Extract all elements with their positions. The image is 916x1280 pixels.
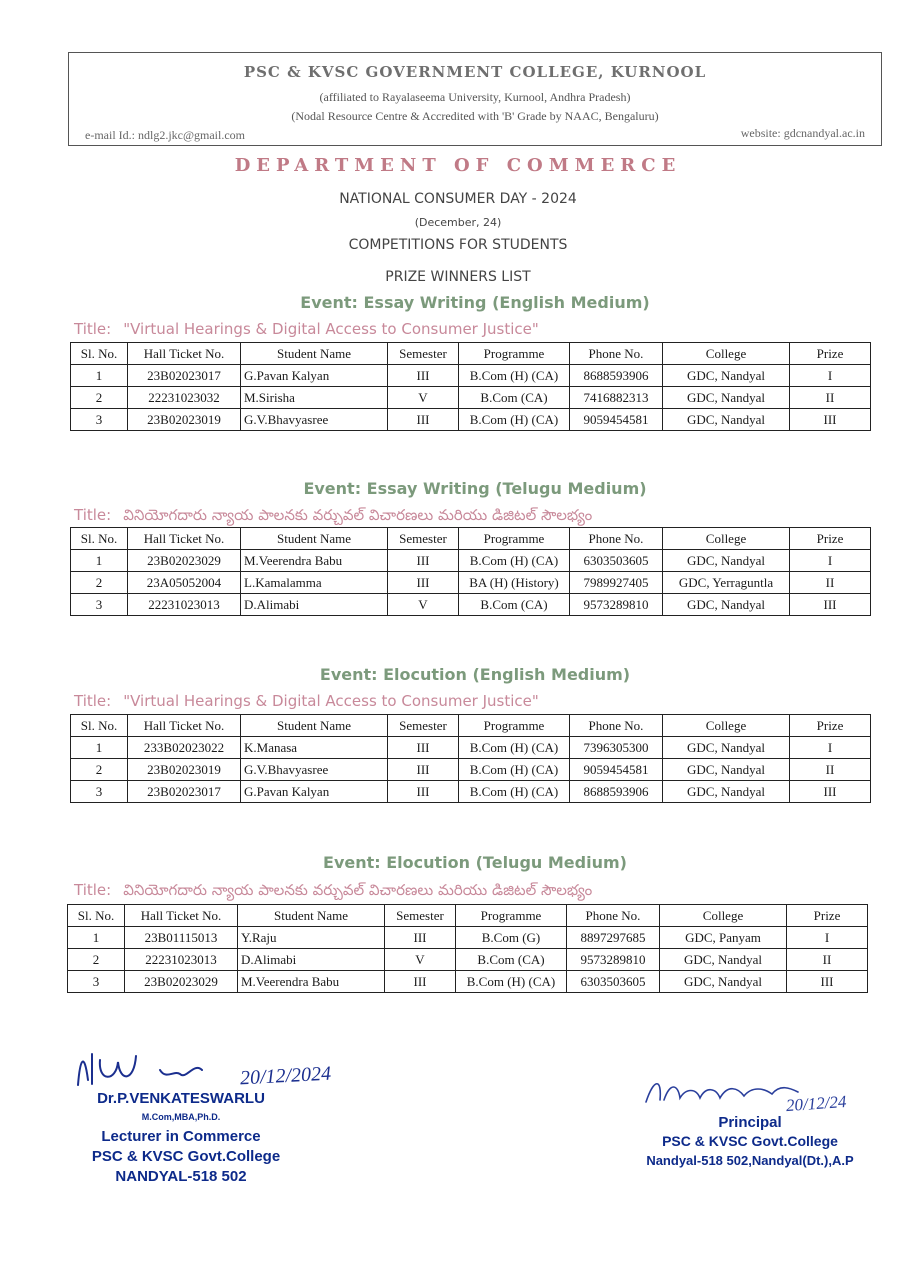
programme: B.Com (CA) xyxy=(459,594,570,616)
hall-ticket: 233B02023022 xyxy=(128,737,241,759)
column-header: Programme xyxy=(459,343,570,365)
sl-no: 3 xyxy=(71,594,128,616)
table-header-row xyxy=(71,715,871,737)
phone: 7396305300 xyxy=(570,737,663,759)
semester: III xyxy=(388,737,459,759)
prize: I xyxy=(787,927,868,949)
section-4-title xyxy=(74,881,592,903)
phone: 9059454581 xyxy=(570,759,663,781)
sl-no: 1 xyxy=(71,550,128,572)
college: GDC, Nandyal xyxy=(663,550,790,572)
phone: 9573289810 xyxy=(567,949,660,971)
column-header: Student Name xyxy=(241,715,388,737)
column-header: Student Name xyxy=(238,905,385,927)
section-4-table xyxy=(67,904,868,993)
prize: III xyxy=(790,781,871,803)
column-header: Phone No. xyxy=(570,343,663,365)
title-label: Title: xyxy=(74,506,112,524)
phone: 8897297685 xyxy=(567,927,660,949)
column-header: Phone No. xyxy=(567,905,660,927)
phone: 6303503605 xyxy=(570,550,663,572)
student-name: G.Pavan Kalyan xyxy=(241,781,388,803)
table-row xyxy=(71,594,871,616)
college-name: PSC & KVSC GOVERNMENT COLLEGE, KURNOOL xyxy=(243,63,707,81)
hall-ticket: 23B02023017 xyxy=(128,781,241,803)
column-header: Prize xyxy=(790,528,871,550)
section-2-event: Event: Essay Writing (Telugu Medium) xyxy=(303,479,647,498)
table-row xyxy=(71,572,871,594)
table-row xyxy=(71,387,871,409)
table-row xyxy=(71,781,871,803)
column-header: Programme xyxy=(459,528,570,550)
programme: B.Com (H) (CA) xyxy=(456,971,567,993)
column-header: Phone No. xyxy=(570,528,663,550)
semester: III xyxy=(388,759,459,781)
student-name: D.Alimabi xyxy=(241,594,388,616)
semester: III xyxy=(385,971,456,993)
column-header: College xyxy=(660,905,787,927)
programme: B.Com (H) (CA) xyxy=(459,550,570,572)
sl-no: 2 xyxy=(71,387,128,409)
affiliation: (affiliated to Rayalaseema University, Kurnool, Andhra Pradesh) xyxy=(319,90,631,104)
programme: B.Com (CA) xyxy=(456,949,567,971)
programme: B.Com (H) (CA) xyxy=(459,737,570,759)
college: GDC, Nandyal xyxy=(663,781,790,803)
table-row xyxy=(71,737,871,759)
student-name: G.V.Bhavyasree xyxy=(241,409,388,431)
sl-no: 2 xyxy=(71,572,128,594)
hall-ticket: 22231023013 xyxy=(128,594,241,616)
column-header: Hall Ticket No. xyxy=(128,715,241,737)
column-header: Phone No. xyxy=(570,715,663,737)
section-3-title-text: "Virtual Hearings & Digital Access to Consumer Justice" xyxy=(123,692,539,710)
student-name: D.Alimabi xyxy=(238,949,385,971)
phone: 7989927405 xyxy=(570,572,663,594)
college: GDC, Nandyal xyxy=(663,737,790,759)
column-header: College xyxy=(663,715,790,737)
table-row xyxy=(71,550,871,572)
hall-ticket: 23B01115013 xyxy=(125,927,238,949)
signature-date-right: 20/12/24 xyxy=(785,1091,848,1116)
signature-date-left: 20/12/2024 xyxy=(239,1062,332,1090)
column-header: Hall Ticket No. xyxy=(128,343,241,365)
prize: II xyxy=(790,759,871,781)
semester: III xyxy=(388,572,459,594)
semester: III xyxy=(385,927,456,949)
section-2-title-text: వినియోగదారు న్యాయ పాలనకు వర్చువల్ విచారణలు మరియు డిజిటల్ సౌలభ్యం xyxy=(123,506,593,524)
prize: II xyxy=(787,949,868,971)
table-row xyxy=(71,365,871,387)
sl-no: 1 xyxy=(71,365,128,387)
phone: 9573289810 xyxy=(570,594,663,616)
principal-college: PSC & KVSC Govt.College xyxy=(662,1133,838,1149)
sl-no: 3 xyxy=(71,781,128,803)
signatory-designation: Lecturer in Commerce xyxy=(101,1128,261,1145)
semester: III xyxy=(388,781,459,803)
column-header: Semester xyxy=(388,528,459,550)
column-header: Prize xyxy=(790,343,871,365)
table-row xyxy=(71,409,871,431)
section-1-title-text: "Virtual Hearings & Digital Access to Consumer Justice" xyxy=(123,320,539,338)
column-header: Programme xyxy=(456,905,567,927)
event-title: NATIONAL CONSUMER DAY - 2024 xyxy=(339,191,577,207)
college: GDC, Nandyal xyxy=(663,594,790,616)
event-date: (December, 24) xyxy=(414,216,502,229)
column-header: Hall Ticket No. xyxy=(128,528,241,550)
college: GDC, Nandyal xyxy=(660,949,787,971)
section-1-event: Event: Essay Writing (English Medium) xyxy=(300,293,650,312)
sl-no: 1 xyxy=(71,737,128,759)
prize: I xyxy=(790,737,871,759)
college: GDC, Yerraguntla xyxy=(663,572,790,594)
section-3-table xyxy=(70,714,871,803)
column-header: Student Name xyxy=(241,343,388,365)
student-name: M.Sirisha xyxy=(241,387,388,409)
programme: B.Com (H) (CA) xyxy=(459,409,570,431)
prize: III xyxy=(790,409,871,431)
college: GDC, Nandyal xyxy=(660,971,787,993)
student-name: L.Kamalamma xyxy=(241,572,388,594)
hall-ticket: 23A05052004 xyxy=(128,572,241,594)
column-header: Programme xyxy=(459,715,570,737)
programme: B.Com (H) (CA) xyxy=(459,759,570,781)
column-header: Prize xyxy=(787,905,868,927)
hall-ticket: 23B02023029 xyxy=(125,971,238,993)
semester: III xyxy=(388,550,459,572)
college: GDC, Nandyal xyxy=(663,365,790,387)
table-row xyxy=(71,759,871,781)
programme: B.Com (CA) xyxy=(459,387,570,409)
title-label: Title: xyxy=(74,881,112,899)
college: GDC, Panyam xyxy=(660,927,787,949)
column-header: College xyxy=(663,343,790,365)
semester: V xyxy=(388,594,459,616)
hall-ticket: 22231023032 xyxy=(128,387,241,409)
section-4-title-text: వినియోగదారు న్యాయ పాలనకు వర్చువల్ విచారణలు మరియు డిజిటల్ సౌలభ్యం xyxy=(123,881,593,899)
column-header: Hall Ticket No. xyxy=(125,905,238,927)
section-3-title xyxy=(74,692,539,710)
hall-ticket: 23B02023019 xyxy=(128,409,241,431)
sl-no: 2 xyxy=(68,949,125,971)
semester: III xyxy=(388,365,459,387)
sl-no: 3 xyxy=(68,971,125,993)
column-header: Semester xyxy=(385,905,456,927)
signatory-name: Dr.P.VENKATESWARLU xyxy=(97,1090,265,1107)
signatory-college: PSC & KVSC Govt.College xyxy=(91,1148,281,1165)
programme: B.Com (H) (CA) xyxy=(459,365,570,387)
department-heading: DEPARTMENT OF COMMERCE xyxy=(234,155,682,176)
programme: B.Com (H) (CA) xyxy=(459,781,570,803)
column-header: Semester xyxy=(388,343,459,365)
section-2-table xyxy=(70,527,871,616)
principal-designation: Principal xyxy=(718,1114,782,1131)
hall-ticket: 22231023013 xyxy=(125,949,238,971)
table-row xyxy=(68,927,868,949)
prize: I xyxy=(790,550,871,572)
sl-no: 1 xyxy=(68,927,125,949)
column-header: College xyxy=(663,528,790,550)
section-2-title xyxy=(74,506,592,528)
table-header-row xyxy=(71,343,871,365)
college: GDC, Nandyal xyxy=(663,387,790,409)
prize: I xyxy=(790,365,871,387)
table-row xyxy=(68,971,868,993)
section-4-event: Event: Elocution (Telugu Medium) xyxy=(323,853,627,872)
section-1-title xyxy=(74,320,539,338)
table-row xyxy=(68,949,868,971)
student-name: K.Manasa xyxy=(241,737,388,759)
hall-ticket: 23B02023017 xyxy=(128,365,241,387)
college: GDC, Nandyal xyxy=(663,409,790,431)
principal-place: Nandyal-518 502,Nandyal(Dt.),A.P xyxy=(646,1153,854,1168)
prize: III xyxy=(787,971,868,993)
section-1-table xyxy=(70,342,871,431)
accreditation: (Nodal Resource Centre & Accredited with 'B' Grade by NAAC, Bengaluru) xyxy=(291,109,659,123)
phone: 8688593906 xyxy=(570,365,663,387)
student-name: Y.Raju xyxy=(238,927,385,949)
title-label: Title: xyxy=(74,692,112,710)
column-header: Sl. No. xyxy=(71,528,128,550)
student-name: M.Veerendra Babu xyxy=(238,971,385,993)
college: GDC, Nandyal xyxy=(663,759,790,781)
prize: III xyxy=(790,594,871,616)
student-name: G.V.Bhavyasree xyxy=(241,759,388,781)
signature-left-icon xyxy=(70,1040,250,1095)
column-header: Sl. No. xyxy=(71,343,128,365)
phone: 9059454581 xyxy=(570,409,663,431)
table-header-row xyxy=(71,528,871,550)
prize: II xyxy=(790,387,871,409)
phone: 6303503605 xyxy=(567,971,660,993)
column-header: Prize xyxy=(790,715,871,737)
list-title: PRIZE WINNERS LIST xyxy=(385,269,531,285)
letterhead-box xyxy=(68,52,882,146)
competitions-heading: COMPETITIONS FOR STUDENTS xyxy=(348,237,568,253)
section-3-event: Event: Elocution (English Medium) xyxy=(319,665,631,684)
table-header-row xyxy=(68,905,868,927)
prize: II xyxy=(790,572,871,594)
semester: V xyxy=(385,949,456,971)
column-header: Student Name xyxy=(241,528,388,550)
phone: 7416882313 xyxy=(570,387,663,409)
programme: B.Com (G) xyxy=(456,927,567,949)
programme: BA (H) (History) xyxy=(459,572,570,594)
student-name: G.Pavan Kalyan xyxy=(241,365,388,387)
sl-no: 2 xyxy=(71,759,128,781)
semester: III xyxy=(388,409,459,431)
hall-ticket: 23B02023029 xyxy=(128,550,241,572)
semester: V xyxy=(388,387,459,409)
column-header: Semester xyxy=(388,715,459,737)
email: e-mail Id.: ndlg2.jkc@gmail.com xyxy=(85,128,246,142)
sl-no: 3 xyxy=(71,409,128,431)
phone: 8688593906 xyxy=(570,781,663,803)
hall-ticket: 23B02023019 xyxy=(128,759,241,781)
website: website: gdcnandyal.ac.in xyxy=(740,126,865,140)
title-label: Title: xyxy=(74,320,112,338)
column-header: Sl. No. xyxy=(71,715,128,737)
signatory-qualification: M.Com,MBA,Ph.D. xyxy=(141,1112,221,1122)
column-header: Sl. No. xyxy=(68,905,125,927)
student-name: M.Veerendra Babu xyxy=(241,550,388,572)
signatory-place: NANDYAL-518 502 xyxy=(115,1168,247,1185)
